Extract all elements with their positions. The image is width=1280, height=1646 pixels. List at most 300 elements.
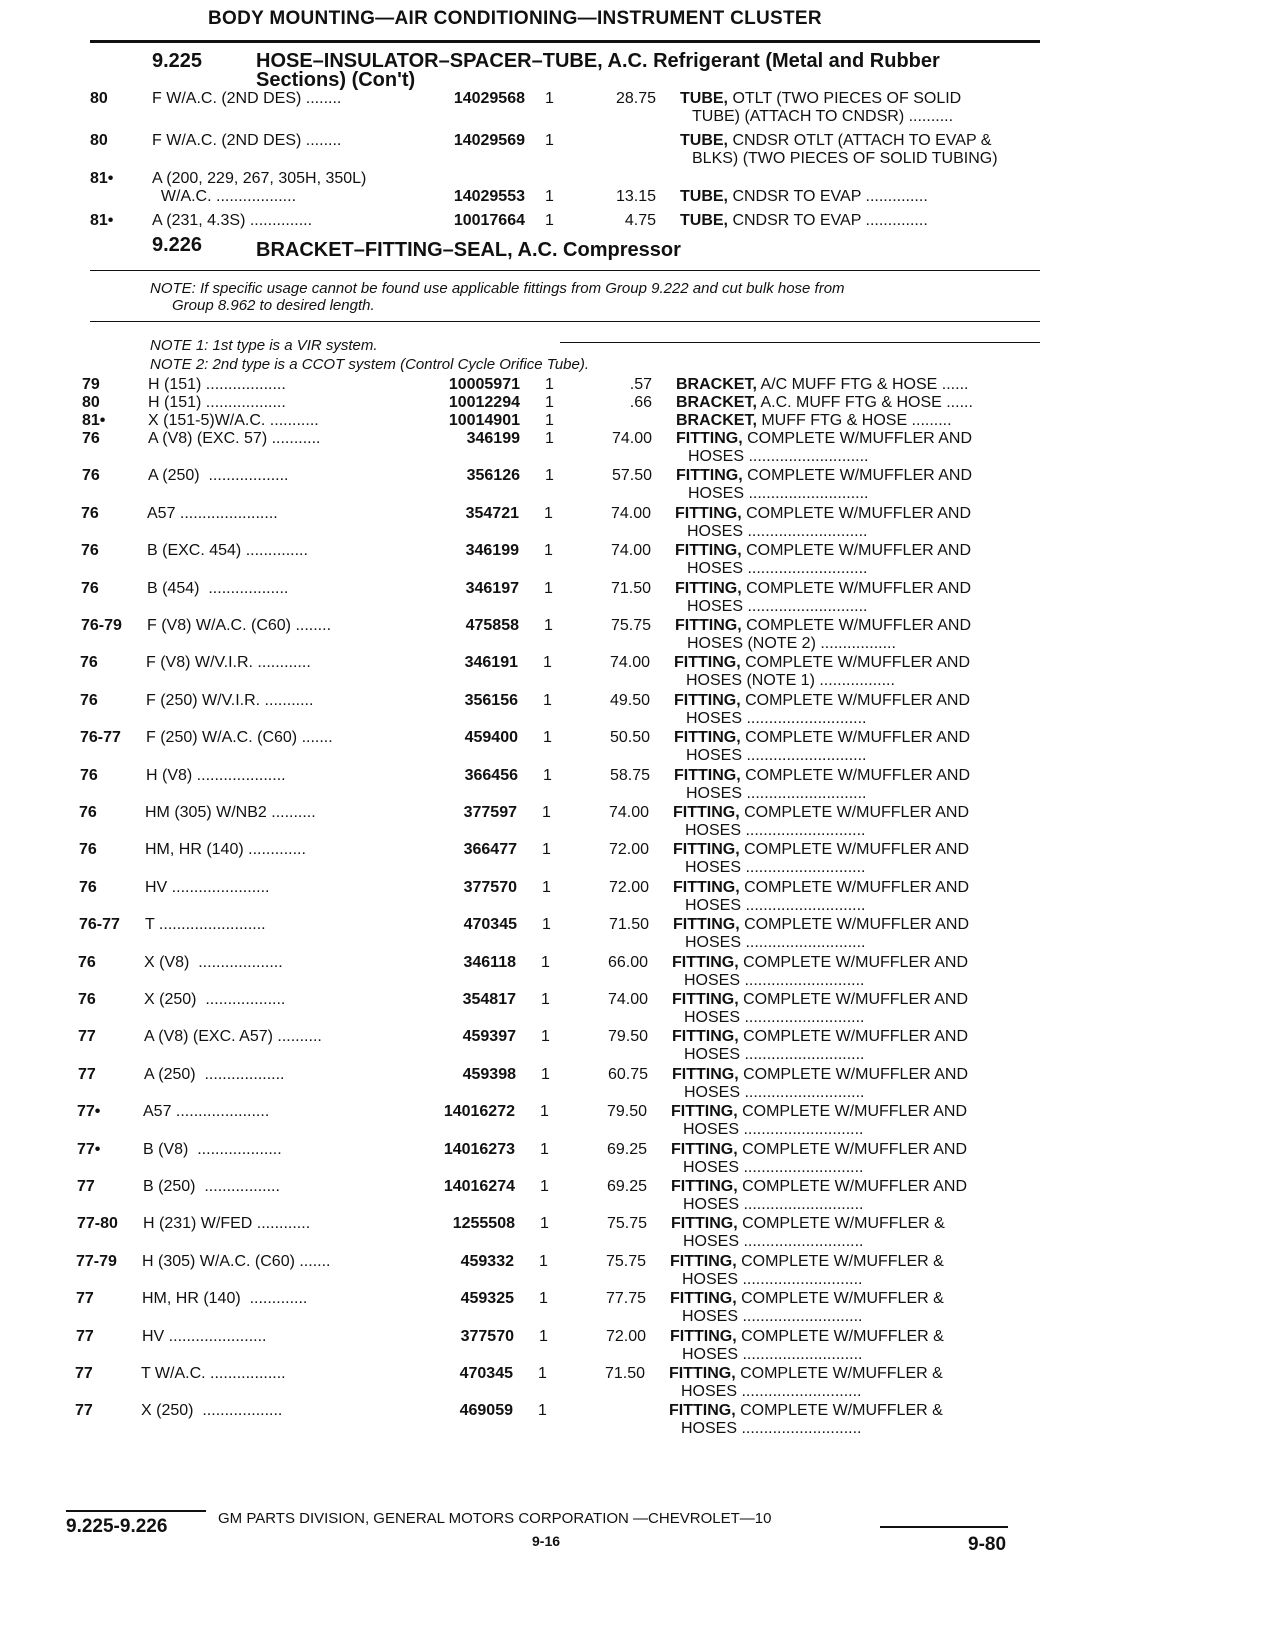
description-continued: BLKS) (TWO PIECES OF SOLID TUBING) bbox=[692, 150, 998, 167]
footer-publisher: GM PARTS DIVISION, GENERAL MOTORS CORPORATION —CHEVROLET—10 bbox=[218, 1510, 772, 1527]
part-number: 14029568 bbox=[453, 90, 525, 107]
price: 58.75 bbox=[609, 766, 650, 784]
description-continued: HOSES ........................... bbox=[686, 784, 867, 802]
application: A (V8) (EXC. 57) ........... bbox=[148, 430, 321, 447]
application: H (V8) .................... bbox=[146, 766, 286, 784]
price: 75.75 bbox=[610, 617, 651, 634]
price: 79.50 bbox=[606, 1103, 647, 1121]
description-text: COMPLETE W/MUFFLER & bbox=[735, 1365, 943, 1382]
description-text: COMPLETE W/MUFFLER AND bbox=[739, 841, 970, 859]
description-text: COMPLETE W/MUFFLER AND bbox=[738, 953, 969, 971]
price: 75.75 bbox=[605, 1252, 646, 1270]
description bbox=[669, 1365, 1029, 1401]
description bbox=[671, 1178, 1031, 1214]
application: A57 ...................... bbox=[147, 504, 278, 522]
description-text: COMPLETE W/MUFFLER & bbox=[736, 1252, 944, 1270]
part-number: 14016273 bbox=[443, 1140, 515, 1158]
model-year: 76-79 bbox=[81, 617, 122, 634]
description-text: COMPLETE W/MUFFLER AND bbox=[739, 878, 970, 896]
description-keyword: BRACKET, bbox=[676, 412, 757, 429]
application bbox=[152, 132, 430, 150]
model-year: 76 bbox=[79, 804, 97, 821]
price: 74.00 bbox=[608, 804, 649, 821]
application: T W/A.C. ................. bbox=[141, 1365, 286, 1382]
application: A (250) .................. bbox=[144, 1065, 285, 1083]
model-year: 77 bbox=[77, 1178, 95, 1195]
model-year: 77 bbox=[78, 1028, 96, 1046]
description bbox=[670, 1253, 1030, 1289]
description-continued: HOSES ........................... bbox=[687, 522, 868, 540]
price: 74.00 bbox=[610, 542, 651, 560]
description-continued: HOSES ........................... bbox=[685, 859, 866, 877]
description-keyword: FITTING, bbox=[671, 1178, 738, 1195]
part-number: 377570 bbox=[460, 1327, 514, 1345]
page-title: BODY MOUNTING—AIR CONDITIONING—INSTRUMENT CLUSTER bbox=[208, 8, 822, 29]
quantity: 1 bbox=[545, 394, 554, 411]
usage-note-line-1: NOTE: If specific usage cannot be found use applicable fittings from Group 9.222 and cut bulk hose from bbox=[150, 280, 845, 297]
description-continued: HOSES (NOTE 1) ................. bbox=[686, 672, 895, 690]
application: F (250) W/V.I.R. ........... bbox=[146, 691, 314, 709]
usage-note bbox=[150, 280, 1040, 314]
application: X (250) .................. bbox=[144, 991, 286, 1008]
application: HM (305) W/NB2 .......... bbox=[145, 804, 316, 821]
quantity: 1 bbox=[545, 412, 554, 429]
model-year: 76-77 bbox=[80, 729, 121, 747]
description-continued: HOSES ........................... bbox=[683, 1121, 864, 1139]
part-number: 1255508 bbox=[452, 1215, 515, 1233]
description bbox=[680, 90, 1040, 126]
description-keyword: FITTING, bbox=[670, 1252, 737, 1270]
description-text: COMPLETE W/MUFFLER & bbox=[737, 1215, 945, 1233]
description-text: COMPLETE W/MUFFLER AND bbox=[741, 542, 972, 560]
quantity: 1 bbox=[544, 542, 553, 560]
description-text: CNDSR OTLT (ATTACH TO EVAP & bbox=[728, 132, 992, 149]
description bbox=[675, 580, 1035, 616]
description-keyword: FITTING, bbox=[671, 1215, 738, 1233]
description-keyword: FITTING, bbox=[672, 953, 739, 971]
usage-note-line-2: Group 8.962 to desired length. bbox=[172, 297, 375, 314]
description bbox=[672, 991, 1032, 1027]
description-text: COMPLETE W/MUFFLER & bbox=[736, 1290, 944, 1308]
description-text: MUFF FTG & HOSE ......... bbox=[756, 412, 952, 429]
description-text: COMPLETE W/MUFFLER AND bbox=[737, 1140, 968, 1158]
description bbox=[674, 767, 1034, 803]
part-number: 356156 bbox=[464, 691, 518, 709]
description-keyword: FITTING, bbox=[675, 542, 742, 560]
description-continued: HOSES ........................... bbox=[687, 560, 868, 578]
part-number: 377570 bbox=[463, 878, 517, 896]
section-title-line-1: HOSE–INSULATOR–SPACER–TUBE, A.C. Refrigerant (Metal and Rubber bbox=[256, 50, 940, 72]
description bbox=[672, 954, 1032, 990]
model-year: 80 bbox=[82, 394, 100, 411]
description-keyword: FITTING, bbox=[676, 430, 743, 447]
description bbox=[671, 1103, 1031, 1139]
description bbox=[673, 804, 1033, 840]
note-1: NOTE 1: 1st type is a VIR system. bbox=[150, 337, 378, 354]
quantity: 1 bbox=[540, 1103, 549, 1121]
quantity: 1 bbox=[542, 841, 551, 859]
model-year: 76 bbox=[78, 953, 96, 971]
description bbox=[673, 879, 1033, 915]
quantity: 1 bbox=[538, 1365, 547, 1382]
description-continued: HOSES ........................... bbox=[685, 822, 866, 839]
part-number: 459332 bbox=[460, 1252, 514, 1270]
description bbox=[675, 617, 1035, 653]
description-text: COMPLETE W/MUFFLER AND bbox=[740, 654, 971, 672]
price: 74.00 bbox=[610, 504, 651, 522]
model-year: 76 bbox=[79, 841, 97, 859]
part-number: 346118 bbox=[463, 953, 516, 971]
model-year: 77 bbox=[78, 1065, 96, 1083]
description bbox=[680, 212, 1040, 230]
description-text: COMPLETE W/MUFFLER AND bbox=[737, 1178, 968, 1195]
quantity: 1 bbox=[541, 1028, 550, 1046]
description-continued: HOSES ........................... bbox=[682, 1308, 863, 1326]
price: 71.50 bbox=[610, 579, 651, 597]
description-continued: HOSES ........................... bbox=[684, 1046, 865, 1064]
model-year: 77 bbox=[75, 1365, 93, 1382]
part-number: 346199 bbox=[465, 542, 519, 560]
description-text: COMPLETE W/MUFFLER AND bbox=[738, 1065, 969, 1083]
quantity: 1 bbox=[541, 953, 550, 971]
model-year: 76 bbox=[81, 579, 99, 597]
quantity: 1 bbox=[543, 766, 552, 784]
price: 71.50 bbox=[608, 916, 649, 934]
part-number: 354817 bbox=[462, 991, 516, 1008]
description-text: CNDSR TO EVAP .............. bbox=[728, 212, 928, 229]
part-number: 459397 bbox=[462, 1028, 516, 1046]
quantity: 1 bbox=[545, 467, 554, 485]
description-continued: HOSES ........................... bbox=[685, 934, 866, 952]
description-text: A/C MUFF FTG & HOSE ...... bbox=[756, 376, 969, 393]
part-number: 346197 bbox=[465, 579, 519, 597]
description-keyword: FITTING, bbox=[671, 1103, 738, 1121]
description-keyword: FITTING, bbox=[674, 654, 741, 672]
price: 50.50 bbox=[609, 729, 650, 747]
application-line: A (231, 4.3S) .............. bbox=[152, 212, 313, 229]
header-rule bbox=[90, 40, 1040, 43]
description-continued: HOSES ........................... bbox=[684, 1009, 865, 1026]
quantity: 1 bbox=[542, 916, 551, 934]
quantity: 1 bbox=[544, 504, 553, 522]
section-title bbox=[256, 52, 940, 90]
model-year: 76 bbox=[82, 467, 100, 485]
description bbox=[673, 916, 1033, 952]
description-keyword: FITTING, bbox=[670, 1290, 737, 1308]
model-year: 77-80 bbox=[77, 1215, 118, 1233]
application: B (454) .................. bbox=[147, 579, 289, 597]
description-keyword: FITTING, bbox=[673, 916, 740, 934]
part-number: 14016272 bbox=[443, 1103, 515, 1121]
description-continued: TUBE) (ATTACH TO CNDSR) .......... bbox=[692, 108, 954, 125]
description bbox=[680, 188, 1040, 206]
quantity: 1 bbox=[545, 430, 554, 447]
description bbox=[670, 1328, 1030, 1364]
model-year: 81• bbox=[90, 170, 114, 187]
part-number: 10014901 bbox=[448, 412, 520, 429]
quantity: 1 bbox=[540, 1140, 549, 1158]
description bbox=[670, 1290, 1030, 1326]
description-continued: HOSES ........................... bbox=[681, 1383, 862, 1400]
part-number: 377597 bbox=[463, 804, 517, 821]
description-continued: HOSES ........................... bbox=[684, 971, 865, 989]
part-number: 14029553 bbox=[453, 188, 525, 205]
description bbox=[672, 1028, 1032, 1064]
footer-rule-left bbox=[66, 1510, 206, 1512]
description-text: COMPLETE W/MUFFLER AND bbox=[738, 1028, 969, 1046]
quantity: 1 bbox=[544, 579, 553, 597]
description-continued: HOSES ........................... bbox=[683, 1233, 864, 1251]
quantity: 1 bbox=[545, 188, 554, 205]
part-number: 10005971 bbox=[448, 376, 520, 393]
model-year: 80 bbox=[90, 132, 108, 149]
application: T ........................ bbox=[145, 916, 266, 934]
model-year: 76 bbox=[82, 430, 100, 447]
description-keyword: BRACKET, bbox=[676, 394, 757, 411]
application: F (V8) W/A.C. (C60) ........ bbox=[147, 617, 332, 634]
part-number: 10012294 bbox=[448, 394, 520, 411]
description bbox=[673, 841, 1033, 877]
application-line: W/A.C. .................. bbox=[152, 188, 297, 205]
description-text: COMPLETE W/MUFFLER AND bbox=[741, 504, 972, 522]
part-number: 356126 bbox=[466, 467, 520, 485]
description-continued: HOSES ........................... bbox=[688, 448, 869, 465]
quantity: 1 bbox=[544, 617, 553, 634]
description-text: COMPLETE W/MUFFLER AND bbox=[740, 691, 971, 709]
description bbox=[676, 467, 1036, 503]
quantity: 1 bbox=[545, 376, 554, 393]
description-continued: HOSES ........................... bbox=[683, 1158, 864, 1176]
price: 69.25 bbox=[606, 1140, 647, 1158]
description-continued: HOSES ........................... bbox=[684, 1083, 865, 1101]
application-line: F W/A.C. (2ND DES) ........ bbox=[152, 90, 342, 107]
footer-group-ref: 9.225-9.226 bbox=[66, 1516, 168, 1537]
application-line: A (200, 229, 267, 305H, 350L) bbox=[152, 170, 367, 187]
note-rule-top bbox=[90, 270, 1040, 271]
description-text: COMPLETE W/MUFFLER & bbox=[735, 1402, 943, 1420]
quantity: 1 bbox=[539, 1290, 548, 1308]
price: 72.00 bbox=[605, 1327, 646, 1345]
price: 74.00 bbox=[607, 991, 648, 1008]
model-year: 76 bbox=[80, 766, 98, 784]
description bbox=[671, 1215, 1031, 1251]
description bbox=[680, 132, 1040, 168]
quantity: 1 bbox=[545, 132, 554, 149]
description-text: OTLT (TWO PIECES OF SOLID bbox=[728, 90, 962, 107]
price: 72.00 bbox=[608, 841, 649, 859]
part-number: 470345 bbox=[463, 916, 517, 934]
description bbox=[676, 394, 1036, 412]
price: 74.00 bbox=[611, 430, 652, 447]
part-number: 354721 bbox=[465, 504, 519, 522]
price: 79.50 bbox=[607, 1028, 648, 1046]
application: F (250) W/A.C. (C60) ....... bbox=[146, 729, 333, 747]
quantity: 1 bbox=[543, 691, 552, 709]
description bbox=[675, 542, 1035, 578]
description-continued: HOSES ........................... bbox=[688, 485, 869, 503]
application: HM, HR (140) ............. bbox=[142, 1290, 308, 1308]
description-continued: HOSES ........................... bbox=[683, 1196, 864, 1213]
description-continued: HOSES (NOTE 2) ................. bbox=[687, 635, 896, 652]
application: H (231) W/FED ............ bbox=[143, 1215, 311, 1233]
application-line: F W/A.C. (2ND DES) ........ bbox=[152, 132, 342, 149]
description-keyword: FITTING, bbox=[670, 1327, 737, 1345]
application: H (151) .................. bbox=[148, 376, 286, 393]
description-keyword: FITTING, bbox=[673, 841, 740, 859]
quantity: 1 bbox=[540, 1178, 549, 1195]
price: 69.25 bbox=[606, 1178, 647, 1195]
description-keyword: FITTING, bbox=[674, 766, 741, 784]
quantity: 1 bbox=[545, 90, 554, 107]
application bbox=[152, 212, 430, 230]
application bbox=[152, 170, 430, 206]
application: HV ...................... bbox=[145, 878, 270, 896]
description-continued: HOSES ........................... bbox=[682, 1270, 863, 1288]
description bbox=[671, 1141, 1031, 1177]
description-continued: HOSES ........................... bbox=[685, 896, 866, 914]
note-rule-bottom bbox=[90, 321, 1040, 322]
description-continued: HOSES ........................... bbox=[686, 709, 867, 727]
application: B (EXC. 454) .............. bbox=[147, 542, 308, 560]
part-number: 346191 bbox=[464, 654, 518, 672]
model-year: 76 bbox=[78, 991, 96, 1008]
description bbox=[675, 505, 1035, 541]
description-keyword: FITTING, bbox=[673, 878, 740, 896]
part-number: 366477 bbox=[463, 841, 517, 859]
description-keyword: TUBE, bbox=[680, 90, 728, 107]
description-text: COMPLETE W/MUFFLER AND bbox=[741, 579, 972, 597]
description-continued: HOSES ........................... bbox=[686, 747, 867, 765]
price: 60.75 bbox=[607, 1065, 648, 1083]
footer-date-code: 9-80 bbox=[968, 1534, 1007, 1555]
description-text: COMPLETE W/MUFFLER AND bbox=[741, 617, 972, 634]
description bbox=[676, 376, 1036, 394]
part-number: 10017664 bbox=[453, 212, 525, 229]
description-keyword: FITTING, bbox=[675, 617, 742, 634]
section-title-2: BRACKET–FITTING–SEAL, A.C. Compressor bbox=[256, 239, 681, 261]
price: 72.00 bbox=[608, 878, 649, 896]
note-1-rule bbox=[560, 342, 1040, 343]
quantity: 1 bbox=[539, 1252, 548, 1270]
description-text: COMPLETE W/MUFFLER AND bbox=[742, 430, 973, 447]
model-year: 76 bbox=[80, 654, 98, 672]
note-2: NOTE 2: 2nd type is a CCOT system (Control Cycle Orifice Tube). bbox=[150, 356, 590, 373]
description-keyword: FITTING, bbox=[672, 1028, 739, 1046]
description-keyword: FITTING, bbox=[674, 729, 741, 747]
quantity: 1 bbox=[542, 878, 551, 896]
description-keyword: TUBE, bbox=[680, 132, 728, 149]
application: X (151-5)W/A.C. ........... bbox=[148, 412, 319, 429]
description-continued: HOSES ........................... bbox=[681, 1420, 862, 1438]
description-keyword: FITTING, bbox=[671, 1140, 738, 1158]
application: B (V8) ................... bbox=[143, 1140, 282, 1158]
description-text: COMPLETE W/MUFFLER AND bbox=[742, 467, 973, 485]
quantity: 1 bbox=[541, 991, 550, 1008]
description-text: COMPLETE W/MUFFLER AND bbox=[740, 729, 971, 747]
price: 13.15 bbox=[615, 188, 656, 205]
description-text: COMPLETE W/MUFFLER AND bbox=[740, 766, 971, 784]
footer-rule-right bbox=[880, 1526, 1008, 1528]
price: 77.75 bbox=[605, 1290, 646, 1308]
quantity: 1 bbox=[541, 1065, 550, 1083]
price: .57 bbox=[629, 376, 652, 393]
description-keyword: TUBE, bbox=[680, 212, 728, 229]
description-keyword: BRACKET, bbox=[676, 376, 757, 393]
model-year: 77• bbox=[77, 1140, 101, 1158]
quantity: 1 bbox=[543, 654, 552, 672]
part-number: 346199 bbox=[466, 430, 520, 447]
price: 75.75 bbox=[606, 1215, 647, 1233]
model-year: 77 bbox=[76, 1327, 94, 1345]
footer-page-number: 9-16 bbox=[532, 1533, 561, 1549]
application: HM, HR (140) ............. bbox=[145, 841, 306, 859]
section-number-2: 9.226 bbox=[152, 234, 203, 256]
description-text: COMPLETE W/MUFFLER AND bbox=[739, 916, 970, 934]
price: 74.00 bbox=[609, 654, 650, 672]
part-number: 459398 bbox=[462, 1065, 516, 1083]
part-number: 475858 bbox=[465, 617, 519, 634]
description-text: A.C. MUFF FTG & HOSE ...... bbox=[756, 394, 973, 411]
application: A57 ..................... bbox=[143, 1103, 270, 1121]
quantity: 1 bbox=[538, 1402, 547, 1420]
model-year: 79 bbox=[82, 376, 100, 393]
application bbox=[152, 90, 430, 108]
description bbox=[676, 412, 1036, 430]
part-number: 469059 bbox=[459, 1402, 513, 1420]
price: 66.00 bbox=[607, 953, 648, 971]
model-year: 76 bbox=[81, 504, 99, 522]
price: 4.75 bbox=[624, 212, 656, 229]
quantity: 1 bbox=[545, 212, 554, 229]
description-text: COMPLETE W/MUFFLER & bbox=[736, 1327, 944, 1345]
description-keyword: FITTING, bbox=[672, 1065, 739, 1083]
model-year: 81• bbox=[82, 412, 106, 429]
price: .66 bbox=[629, 394, 652, 411]
description-text: COMPLETE W/MUFFLER AND bbox=[738, 991, 969, 1008]
application: X (V8) ................... bbox=[144, 953, 283, 971]
description bbox=[674, 654, 1034, 690]
price: 71.50 bbox=[604, 1365, 645, 1382]
description-text: CNDSR TO EVAP .............. bbox=[728, 188, 928, 205]
model-year: 77 bbox=[75, 1402, 93, 1420]
part-number: 14016274 bbox=[443, 1178, 515, 1195]
application: A (V8) (EXC. A57) .......... bbox=[144, 1028, 322, 1046]
model-year: 76 bbox=[81, 542, 99, 560]
description-text: COMPLETE W/MUFFLER AND bbox=[739, 804, 970, 821]
part-number: 470345 bbox=[459, 1365, 513, 1382]
application: H (305) W/A.C. (C60) ....... bbox=[142, 1252, 331, 1270]
description-keyword: FITTING, bbox=[672, 991, 739, 1008]
application: B (250) ................. bbox=[143, 1178, 280, 1195]
description bbox=[676, 430, 1036, 466]
description-keyword: FITTING, bbox=[674, 691, 741, 709]
section-title-line-2: Sections) (Con't) bbox=[256, 69, 416, 91]
price: 49.50 bbox=[609, 691, 650, 709]
part-number: 366456 bbox=[464, 766, 518, 784]
section-number: 9.225 bbox=[152, 50, 203, 72]
description-keyword: FITTING, bbox=[669, 1365, 736, 1382]
price: 28.75 bbox=[615, 90, 656, 107]
application: H (151) .................. bbox=[148, 394, 286, 411]
model-year: 76 bbox=[80, 691, 98, 709]
description-continued: HOSES ........................... bbox=[682, 1345, 863, 1363]
application: F (V8) W/V.I.R. ............ bbox=[146, 654, 311, 672]
application: X (250) .................. bbox=[141, 1402, 283, 1420]
model-year: 81• bbox=[90, 212, 114, 229]
application: HV ...................... bbox=[142, 1327, 267, 1345]
part-number: 14029569 bbox=[453, 132, 525, 149]
description-keyword: FITTING, bbox=[676, 467, 743, 485]
